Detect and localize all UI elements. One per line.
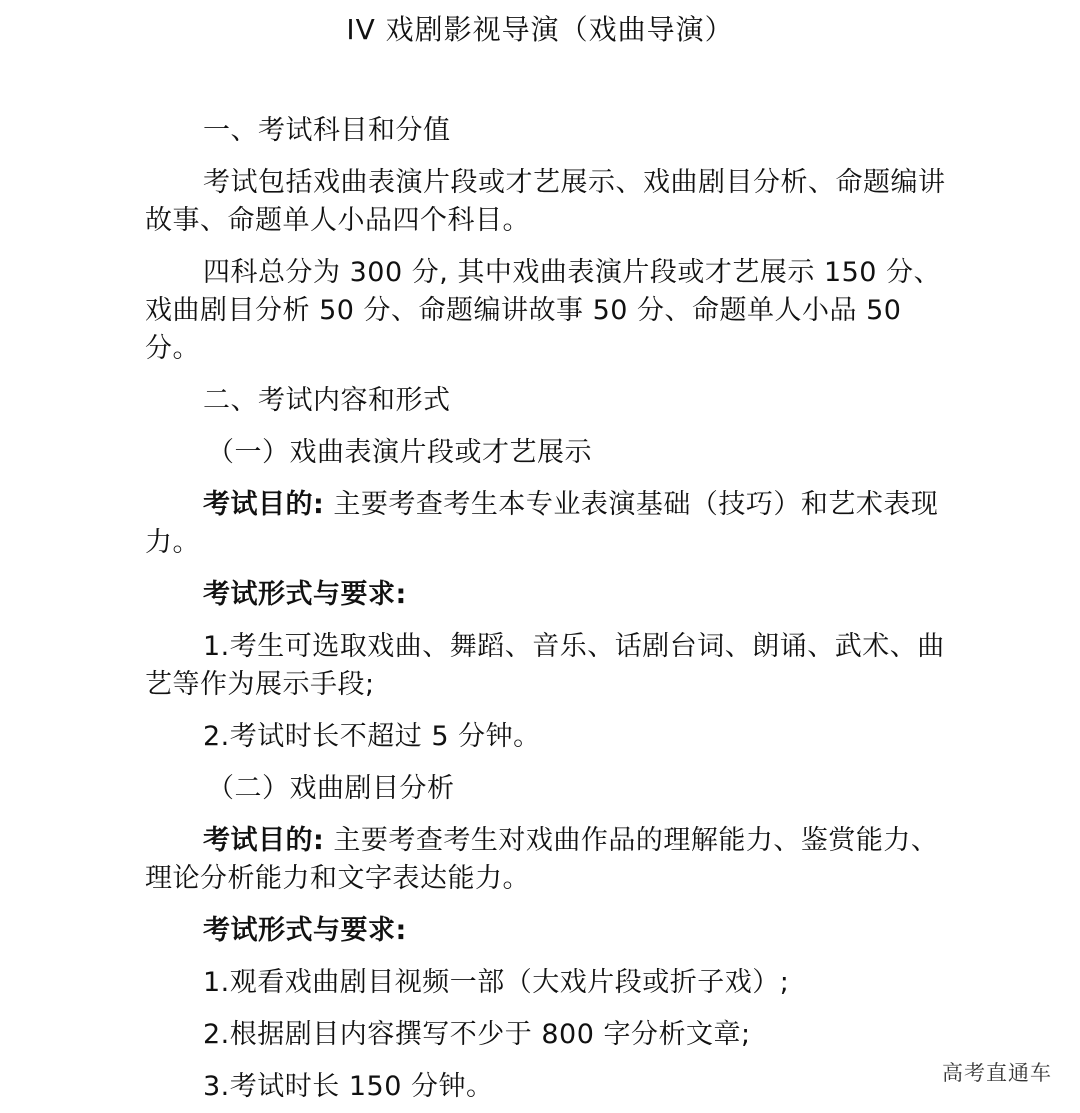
section2-heading: 二、考试内容和形式 bbox=[203, 385, 451, 416]
subsection2-purpose-label: 考试目的: bbox=[203, 825, 325, 856]
document-title: IV 戏剧影视导演（戏曲导演） bbox=[346, 13, 734, 46]
section1-paragraph-1: 考试包括戏曲表演片段或才艺展示、戏曲剧目分析、命题编讲故事、命题单人小品四个科目。 bbox=[145, 167, 946, 236]
subsection1-item-2: 2.考试时长不超过 5 分钟。 bbox=[203, 721, 541, 752]
subsection1-purpose-label: 考试目的: bbox=[203, 489, 325, 520]
subsection2-purpose-text: 主要考查考生对戏曲作品的理解能力、鉴赏能力、理论分析能力和文字表达能力。 bbox=[145, 825, 939, 894]
subsection2-item-3: 3.考试时长 150 分钟。 bbox=[203, 1071, 494, 1102]
subsection1-purpose-text: 主要考查考生本专业表演基础（技巧）和艺术表现力。 bbox=[145, 489, 939, 558]
subsection1-item-1: 1.考生可选取戏曲、舞蹈、音乐、话剧台词、朗诵、武术、曲艺等作为展示手段; bbox=[145, 631, 945, 700]
subsection1-heading: （一）戏曲表演片段或才艺展示 bbox=[207, 437, 592, 468]
subsection1-purpose bbox=[145, 486, 950, 562]
subsection1-requirements-label: 考试形式与要求: bbox=[203, 579, 407, 610]
subsection2-item-1: 1.观看戏曲剧目视频一部（大戏片段或折子戏）; bbox=[203, 967, 790, 998]
subsection2-heading: （二）戏曲剧目分析 bbox=[207, 773, 455, 804]
subsection2-item-2: 2.根据剧目内容撰写不少于 800 字分析文章; bbox=[203, 1019, 751, 1050]
watermark-text: 高考直通车 bbox=[942, 1061, 1052, 1085]
subsection2-purpose bbox=[145, 822, 950, 898]
subsection2-requirements-label: 考试形式与要求: bbox=[203, 915, 407, 946]
section1-heading: 一、考试科目和分值 bbox=[203, 115, 451, 146]
document-body bbox=[145, 112, 950, 1106]
section1-paragraph-2: 四科总分为 300 分, 其中戏曲表演片段或才艺展示 150 分、戏曲剧目分析 50 分、命题编讲故事 50 分、命题单人小品 50 分。 bbox=[145, 257, 942, 364]
